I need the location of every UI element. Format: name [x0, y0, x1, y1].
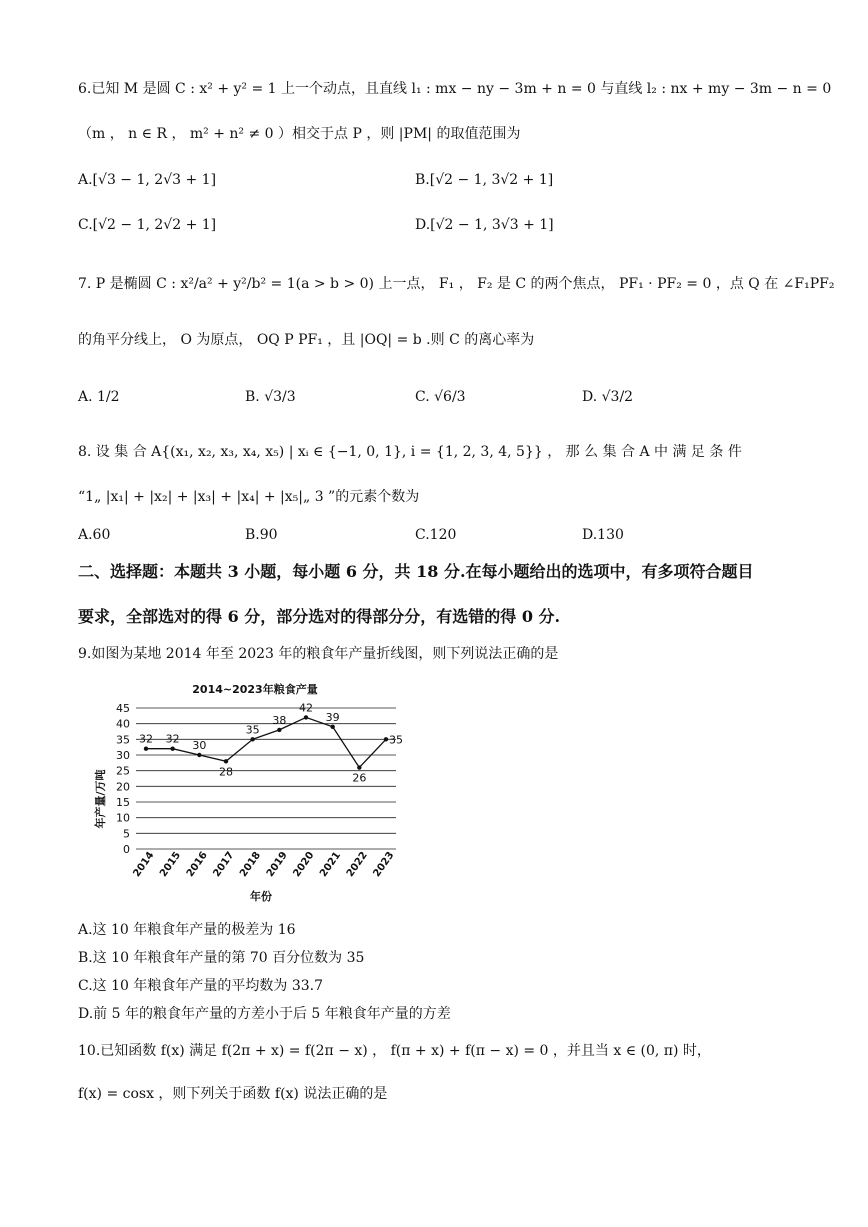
x-tick-label: 2019 — [264, 850, 290, 880]
data-point — [170, 747, 174, 751]
q8-stem-line2: “1„ |x₁| + |x₂| + |x₃| + |x₄| + |x₅|„ 3 ”的元素个数为 — [78, 489, 420, 505]
chart-x-ticks — [131, 850, 396, 879]
data-label: 38 — [272, 713, 287, 727]
y-tick-label: 40 — [116, 717, 130, 731]
y-tick-label: 5 — [123, 827, 130, 841]
q6-stem-line1: 6.已知 M 是圆 C : x² + y² = 1 上一个动点，且直线 l₁ : mx − ny − 3m + n = 0 与直线 l₂ : nx + my − 3m − n = 0 — [78, 81, 832, 97]
x-tick-label: 2022 — [344, 850, 370, 880]
q9-option-b[interactable]: B.这 10 年粮食年产量的第 70 百分位数为 35 — [78, 950, 365, 966]
q8-stem-line1: 8. 设 集 合 A{(x₁, x₂, x₃, x₄, x₅) | xᵢ ∈ {−1, 0, 1}, i = {1, 2, 3, 4, 5}} ， 那 么 集 合 A 中 满 足 条 件 — [78, 444, 742, 460]
q8-option-a[interactable]: A.60 — [78, 527, 111, 543]
data-label: 35 — [245, 723, 260, 737]
q7-option-d[interactable]: D. √3/2 — [582, 389, 634, 405]
x-tick-label: 2023 — [371, 850, 397, 880]
q7-stem-line1: 7. P 是椭圆 C : x²/a² + y²/b² = 1(a > b > 0) 上一点， F₁ ， F₂ 是 C 的两个焦点， PF₁ · PF₂ = 0 ，点 Q 在 ∠F₁PF₂ — [78, 276, 835, 292]
q9-stem: 9.如图为某地 2014 年至 2023 年的粮食年产量折线图，则下列说法正确的是 — [78, 646, 559, 662]
x-tick-label: 2018 — [238, 850, 264, 880]
data-label: 30 — [192, 739, 207, 752]
q6-option-c[interactable]: C.[√2 − 1, 2√2 + 1] — [78, 217, 217, 233]
q9-option-c[interactable]: C.这 10 年粮食年产量的平均数为 33.7 — [78, 978, 323, 994]
series-line — [146, 717, 386, 767]
data-label: 39 — [325, 710, 340, 724]
chart-title: 2014~2023年粮食产量 — [192, 683, 318, 696]
data-point — [330, 725, 334, 729]
y-tick-label: 20 — [116, 780, 130, 794]
data-point — [197, 753, 201, 757]
data-label: 42 — [299, 701, 313, 715]
q6-option-a[interactable]: A.[√3 − 1, 2√3 + 1] — [78, 172, 217, 188]
data-point — [384, 737, 388, 741]
y-tick-label: 25 — [116, 764, 130, 778]
data-label: 32 — [165, 732, 180, 746]
q8-option-d[interactable]: D.130 — [582, 527, 624, 543]
y-axis-label: 年产量/万吨 — [94, 769, 107, 829]
x-tick-label: 2014 — [131, 850, 157, 880]
q6-stem-line2: （m ， n ∈ R ， m² + n² ≠ 0 ）相交于点 P ，则 |PM| 的取值范围为 — [78, 126, 521, 142]
x-axis-label: 年份 — [250, 890, 272, 903]
q6-option-b[interactable]: B.[√2 − 1, 3√2 + 1] — [415, 172, 554, 188]
q8-option-c[interactable]: C.120 — [415, 527, 457, 543]
data-label: 32 — [139, 732, 153, 746]
q10-stem-line1: 10.已知函数 f(x) 满足 f(2π + x) = f(2π − x) ， f(π + x) + f(π − x) = 0 ，并且当 x ∈ (0, π) 时， — [78, 1043, 711, 1059]
yield-line-chart — [80, 676, 420, 908]
data-label: 26 — [352, 771, 367, 785]
chart-data-labels — [139, 701, 403, 784]
data-point — [144, 747, 148, 751]
y-tick-label: 35 — [116, 733, 130, 747]
x-tick-label: 2021 — [318, 850, 344, 880]
section-2-heading-line1: 二、选择题：本题共 3 小题，每小题 6 分，共 18 分.在每小题给出的选项中，有多项符合题目 — [78, 562, 754, 581]
data-label: 35 — [389, 733, 403, 747]
q7-option-b[interactable]: B. √3/3 — [245, 389, 296, 405]
y-tick-label: 0 — [123, 843, 130, 856]
x-tick-label: 2015 — [158, 850, 184, 880]
q10-stem-line2: f(x) = cosx ，则下列关于函数 f(x) 说法正确的是 — [78, 1086, 388, 1102]
x-tick-label: 2017 — [211, 850, 237, 880]
y-tick-label: 30 — [116, 749, 130, 762]
q8-option-b[interactable]: B.90 — [245, 527, 278, 543]
q6-option-d[interactable]: D.[√2 − 1, 3√3 + 1] — [415, 217, 554, 233]
q7-option-a[interactable]: A. 1/2 — [78, 389, 120, 405]
x-tick-label: 2020 — [291, 850, 317, 880]
y-tick-label: 10 — [116, 811, 130, 825]
chart-y-ticks — [116, 702, 130, 856]
q7-option-c[interactable]: C. √6/3 — [415, 389, 466, 405]
data-point — [250, 737, 254, 741]
section-2-heading-line2: 要求，全部选对的得 6 分，部分选对的得部分分，有选错的得 0 分. — [78, 607, 561, 626]
y-tick-label: 15 — [116, 796, 130, 809]
x-tick-label: 2016 — [184, 850, 210, 880]
data-point — [224, 759, 228, 763]
y-tick-label: 45 — [116, 702, 130, 715]
q9-option-a[interactable]: A.这 10 年粮食年产量的极差为 16 — [78, 922, 296, 938]
data-label: 28 — [219, 765, 233, 779]
data-point — [277, 728, 281, 732]
data-point — [357, 765, 361, 769]
data-point — [304, 715, 308, 719]
q7-stem-line2: 的角平分线上， O 为原点， OQ P PF₁ ，且 |OQ| = b .则 C 的离心率为 — [78, 332, 535, 348]
q9-option-d[interactable]: D.前 5 年的粮食年产量的方差小于后 5 年粮食年产量的方差 — [78, 1006, 451, 1022]
